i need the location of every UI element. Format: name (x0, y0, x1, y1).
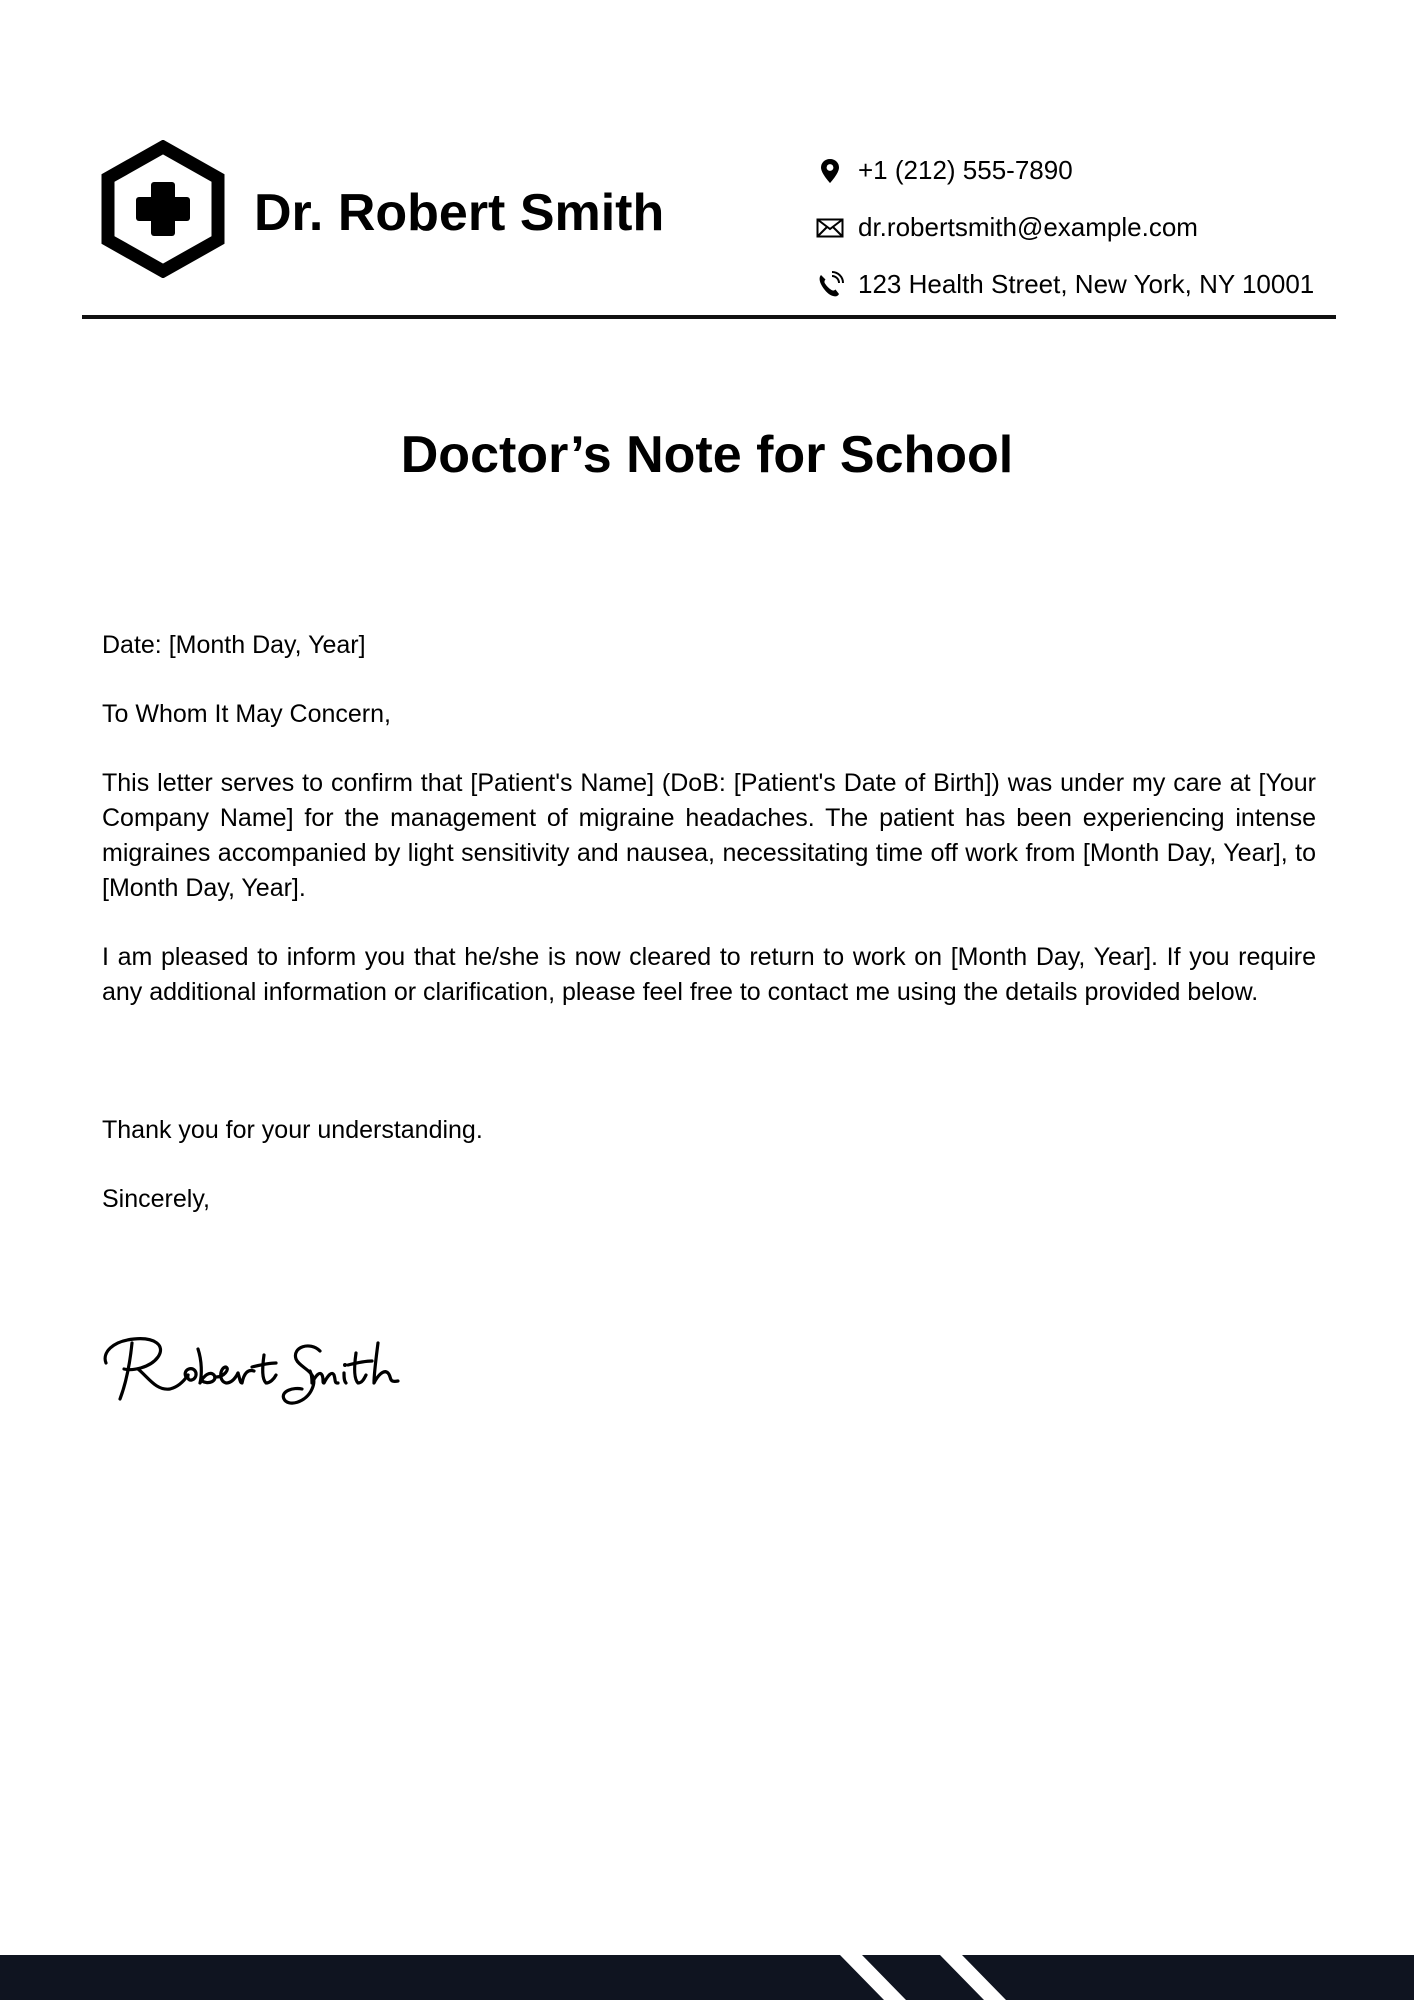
handwritten-signature (98, 1325, 418, 1415)
body-paragraph-1: This letter serves to confirm that [Patient's Name] (DoB: [Patient's Date of Birth]) was under my care at [Your Company Name] for the management of migraine headaches. The patient has been experiencing intense migraines accompanied by light sensitivity and nausea, necessitating time off work from [Month Day, Year], to [Month Day, Year]. (102, 769, 1316, 902)
phone-icon (814, 269, 846, 301)
footer-band (0, 1955, 1414, 2000)
contact-email-text[interactable]: dr.robertsmith@example.com (858, 212, 1198, 242)
body-paragraph-2: I am pleased to inform you that he/she is now cleared to return to work on [Month Day, Year]. If you require any additional information or clarification, please feel free to contact me using the details provided below. (102, 943, 1316, 1006)
document-title: Doctor’s Note for School (400, 426, 1014, 484)
contact-row-email (814, 199, 1314, 256)
contact-address-text: 123 Health Street, New York, NY 10001 (858, 269, 1315, 299)
location-pin-icon (814, 155, 846, 187)
contact-row-address (814, 256, 1314, 313)
letter-body (102, 628, 1316, 1217)
hexagon-cross-logo-icon (100, 140, 226, 278)
envelope-icon (814, 212, 846, 244)
salutation: To Whom It May Concern, (102, 700, 391, 728)
doctor-name: Dr. Robert Smith (254, 184, 665, 242)
contact-block (814, 142, 1314, 313)
header-divider (82, 315, 1336, 319)
sign-off: Sincerely, (102, 1185, 210, 1213)
date-line: Date: [Month Day, Year] (102, 631, 366, 659)
contact-row-phone (814, 142, 1314, 199)
closing-line: Thank you for your understanding. (102, 1116, 483, 1144)
contact-phone-text[interactable]: +1 (212) 555-7890 (858, 155, 1073, 185)
